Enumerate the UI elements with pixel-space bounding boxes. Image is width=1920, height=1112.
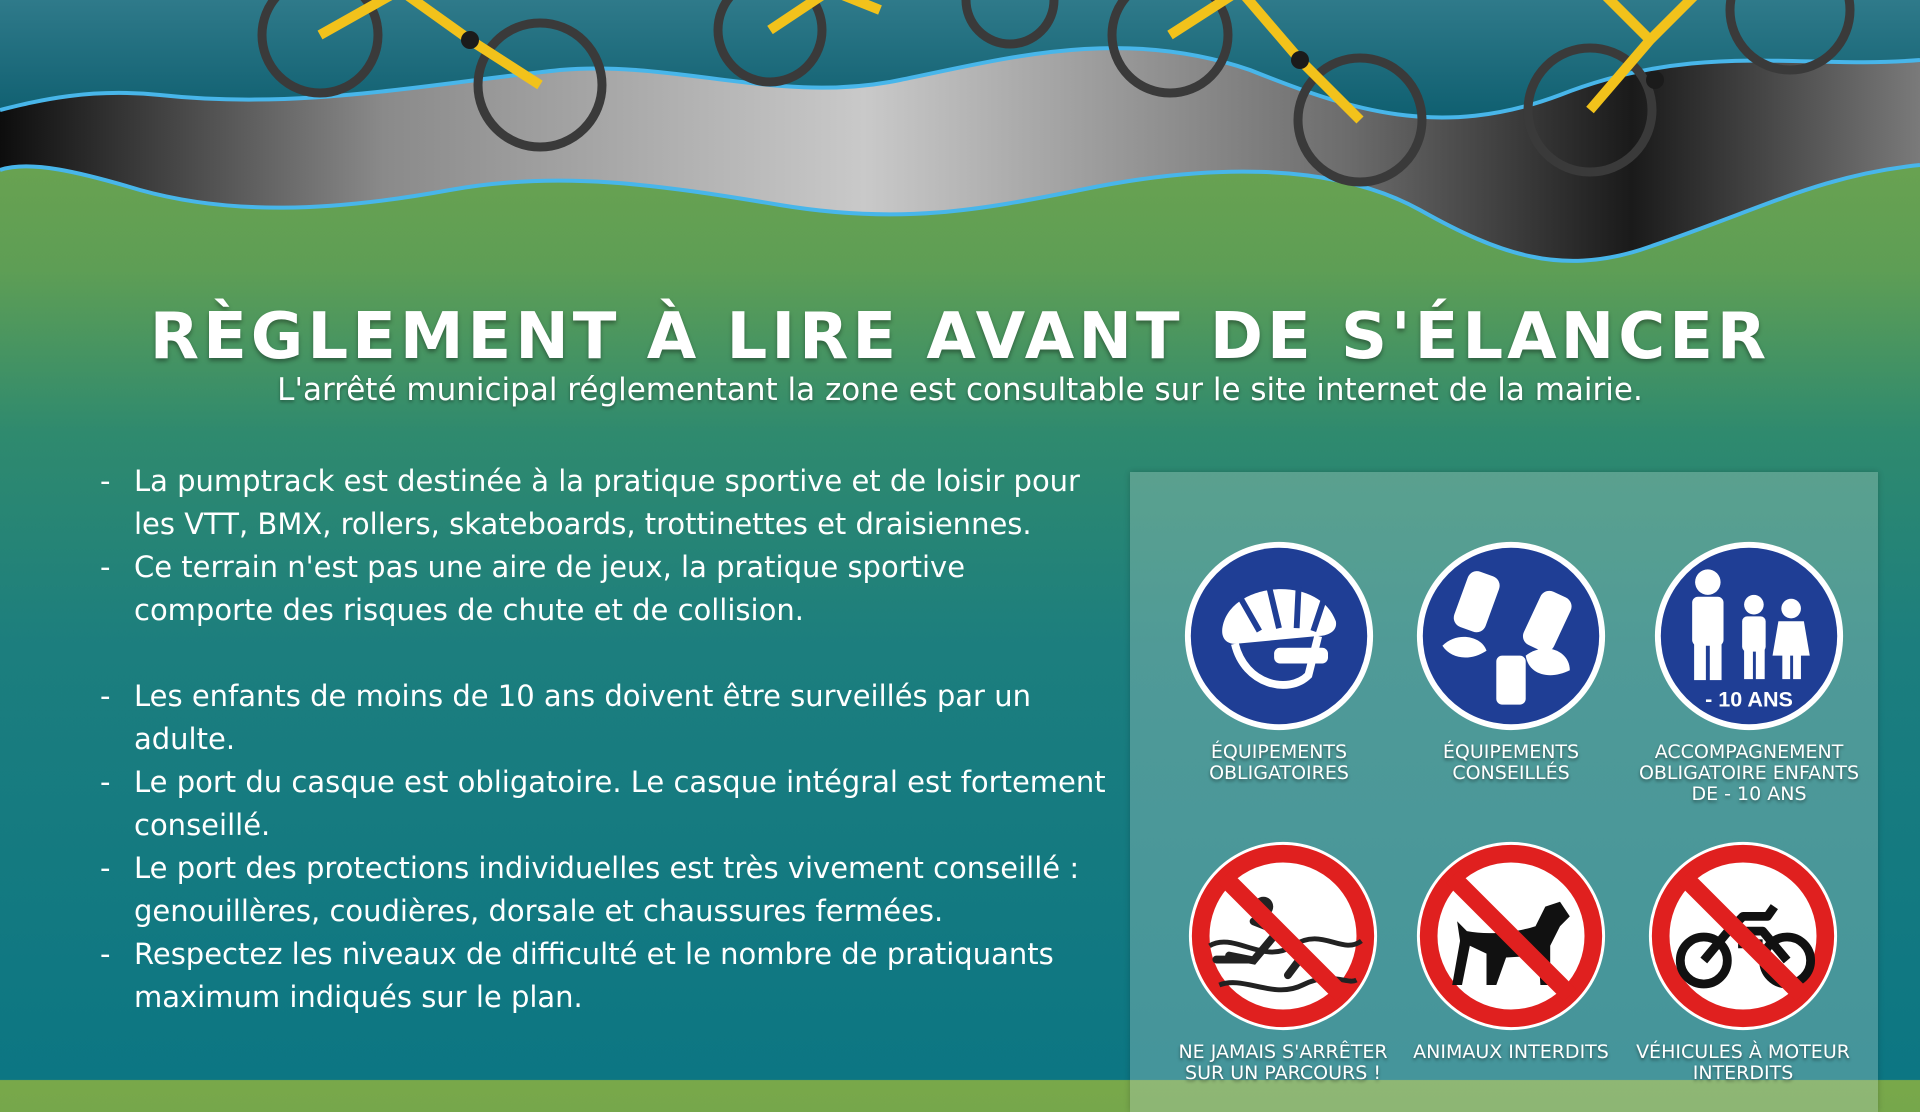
rule-item: - Ce terrain n'est pas une aire de jeux, la pratique sportive comporte des risques de chute et de collision. [100,550,966,627]
sign-caption: NE JAMAIS S'ARRÊTER SUR UN PARCOURS ! [1178,1041,1388,1084]
helmet-icon [1181,538,1377,734]
sign-caption: VÉHICULES À MOTEUR INTERDITS [1636,1041,1850,1084]
page-subtitle: L'arrêté municipal réglementant la zone est consultable sur le site internet de la mairie. [277,372,1643,408]
page-title: RÈGLEMENT À LIRE AVANT DE S'ÉLANCER [149,300,1771,374]
rule-text: Respectez les niveaux de difficulté et le nombre de pratiquants maximum indiqués sur le plan. [134,937,1054,1014]
age-badge: - 10 ANS [1705,686,1793,712]
no-dog-icon [1413,838,1609,1034]
protective-pads-icon [1413,538,1609,734]
sign-pads [1396,538,1626,784]
sign-no-animals [1396,838,1626,1063]
rule-item: - Le port des protections individuelles est très vivement conseillé : genouillères, coudières, dorsale et chaussures fermées. [100,851,1080,928]
rule-text: La pumptrack est destinée à la pratique sportive et de loisir pour les VTT, BMX, rollers, skateboards, trottinettes et draisiennes. [134,464,1080,541]
no-stopping-icon [1185,838,1381,1034]
pumptrack-illustration [0,0,1920,290]
rule-item: - La pumptrack est destinée à la pratique sportive et de loisir pour les VTT, BMX, rollers, skateboards, trottinettes et draisiennes. [100,464,1080,541]
safety-signs-panel [1130,472,1878,1112]
rules-list [100,460,1110,1019]
sign-caption: ÉQUIPEMENTS CONSEILLÉS [1442,741,1580,784]
sign-no-motor-vehicles [1628,838,1858,1084]
rule-text: Les enfants de moins de 10 ans doivent être surveillés par un adulte. [134,679,1031,756]
sign-no-stopping [1168,838,1398,1084]
family-icon [1651,538,1847,734]
sign-helmet [1164,538,1394,784]
rule-text: Ce terrain n'est pas une aire de jeux, la pratique sportive comporte des risques de chute et de collision. [134,550,966,627]
rule-item: - Le port du casque est obligatoire. Le casque intégral est fortement conseillé. [100,765,1106,842]
sign-caption: ANIMAUX INTERDITS [1413,1041,1609,1063]
rule-item: - Respectez les niveaux de difficulté et le nombre de pratiquants maximum indiqués sur le plan. [100,937,1054,1014]
no-motorbike-icon [1645,838,1841,1034]
rule-item: - Les enfants de moins de 10 ans doivent être surveillés par un adulte. [100,679,1031,756]
sign-caption: ACCOMPAGNEMENT OBLIGATOIRE ENFANTS DE - 10 ANS [1638,741,1860,805]
rule-text: Le port des protections individuelles est très vivement conseillé : genouillères, coudières, dorsale et chaussures fermées. [134,851,1080,928]
sign-children [1634,538,1864,805]
rule-text: Le port du casque est obligatoire. Le casque intégral est fortement conseillé. [134,765,1106,842]
sign-caption: ÉQUIPEMENTS OBLIGATOIRES [1209,741,1349,784]
